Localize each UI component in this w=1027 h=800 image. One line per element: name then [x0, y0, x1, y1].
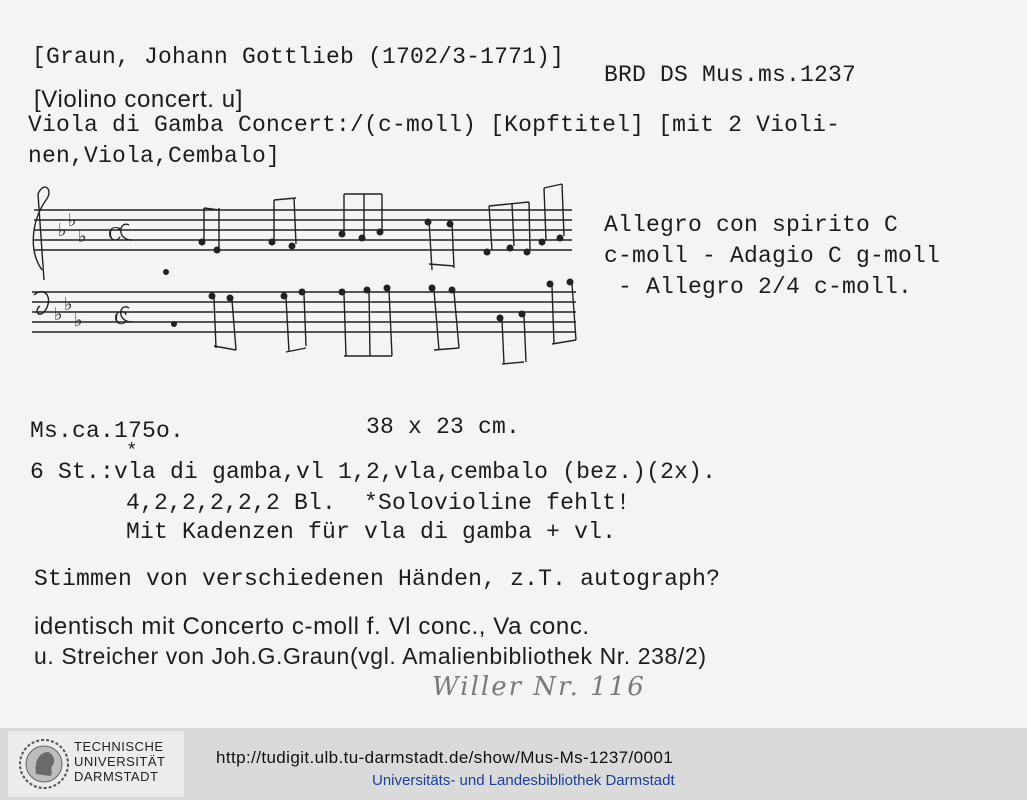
asterisk-mark: *	[126, 440, 138, 462]
svg-text:C: C	[108, 224, 122, 245]
parts-line-3: Mit Kadenzen für vla di gamba + vl.	[126, 519, 617, 545]
tempo-line-3: - Allegro 2/4 c-moll.	[618, 274, 913, 300]
composer-heading: [Graun, Johann Gottlieb (1702/3-1771)]	[32, 44, 565, 70]
permalink-url[interactable]: http://tudigit.ulb.tu-darmstadt.de/show/Mus-Ms-1237/0001	[216, 748, 674, 767]
music-incipit	[24, 180, 584, 370]
svg-text:♭: ♭	[58, 220, 67, 241]
size-note: 38 x 23 cm.	[366, 414, 521, 440]
logo-line-2: UNIVERSITÄT	[74, 754, 166, 769]
hands-note: Stimmen von verschiedenen Händen, z.T. autograph?	[34, 566, 721, 592]
title-line-3: nen,Viola,Cembalo]	[28, 143, 281, 169]
logo-line-3: DARMSTADT	[74, 769, 159, 784]
tempo-line-1: Allegro con spirito C	[604, 212, 899, 238]
parts-line-1: 6 St.:vla di gamba,vl 1,2,vla,cembalo (bez.)(2x).	[30, 459, 717, 485]
svg-text:♭: ♭	[54, 304, 63, 325]
university-name	[74, 739, 165, 784]
identity-line-1: identisch mit Concerto c-moll f. Vl conc., Va conc.	[34, 613, 590, 640]
svg-text:♭: ♭	[74, 310, 83, 331]
date-note: Ms.ca.175o.	[30, 418, 185, 444]
identity-line-2: u. Streicher von Joh.G.Graun(vgl. Amalienbibliothek Nr. 238/2)	[34, 643, 707, 669]
shelf-signature: BRD DS Mus.ms.1237	[604, 62, 857, 88]
title-line-2: Viola di Gamba Concert:/(c-moll) [Kopftitel] [mit 2 Violi-	[28, 112, 841, 138]
library-name[interactable]: Universitäts- und Landesbibliothek Darmstadt	[372, 772, 675, 789]
tempo-line-2: c-moll - Adagio C g-moll	[604, 243, 941, 269]
logo-line-1: TECHNISCHE	[74, 739, 164, 754]
handwritten-reference: Willer Nr. 116	[432, 672, 646, 702]
title-line-1: [Violino concert. u]	[34, 86, 244, 113]
svg-text:♭: ♭	[78, 226, 87, 247]
svg-text:♭: ♭	[68, 210, 77, 231]
parts-line-2: 4,2,2,2,2,2 Bl. *Solovioline fehlt!	[126, 490, 631, 516]
svg-text:♭: ♭	[64, 294, 73, 315]
university-seal-icon	[16, 736, 72, 792]
svg-text:C: C	[114, 308, 128, 329]
